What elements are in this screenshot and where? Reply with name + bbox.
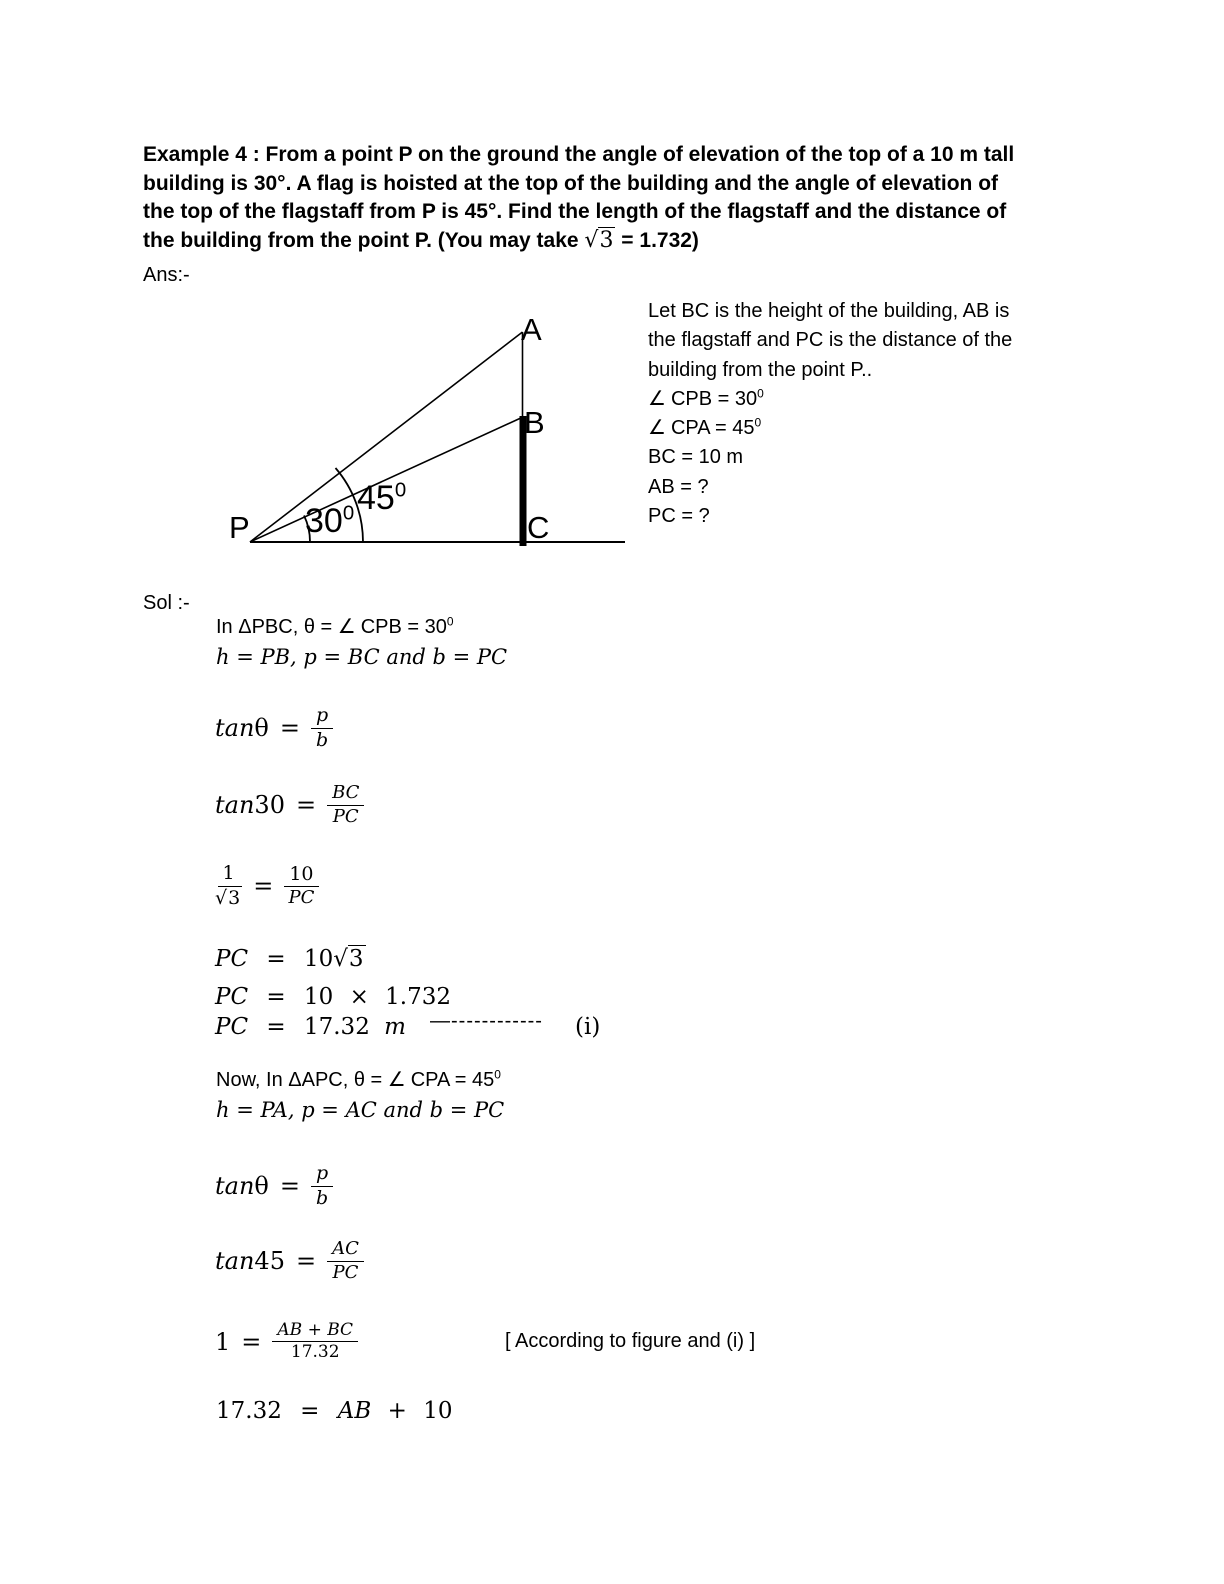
note-line-1: Let BC is the height of the building, AB is [648, 300, 1010, 322]
note-line-3: building from the point P.. [648, 358, 873, 381]
dashed-reference-line: —------------ [430, 1010, 543, 1032]
equation-one-over-sqrt3: $\frac{1}{√3}$ = $\frac{10}{PC}$ [215, 858, 319, 914]
sol-label: Sol :- [143, 592, 190, 614]
step2-intro: Now, In ΔAPC, θ = ∠ CPA = $45^0$ [216, 1067, 501, 1091]
angle-label-30: $30^0$ [305, 502, 355, 540]
angle-label-45: $45^0$ [357, 479, 407, 517]
given-note [648, 297, 1012, 531]
ans-label: Ans:- [143, 264, 190, 286]
according-note: [ According to figure and (i) ] [505, 1330, 756, 1352]
equation-pc-10-sqrt3: PC = 10√3 [215, 946, 364, 972]
equation-tan-45: tan 45 = $\frac{AC}{PC}$ [215, 1239, 364, 1283]
vertex-label-b: B [524, 405, 545, 440]
problem-line-1: Example 4 : From a point P on the ground the angle of elevation of the top of a 10 m tall [143, 143, 1015, 166]
angle-symbol: ∠ [648, 387, 666, 410]
sqrt-3-expression: √3 [333, 946, 364, 972]
angle-symbol: ∠ [337, 616, 356, 638]
triangle-diagram [220, 295, 650, 555]
radical-sign: √ [333, 946, 348, 972]
problem-line-4-text: the building from the point P. (You may take [143, 228, 585, 252]
angle-symbol: ∠ [648, 417, 666, 440]
fraction-p-over-b: $\frac{p}{b}$ [311, 1163, 333, 1209]
problem-statement [143, 141, 1014, 255]
step1-intro: In ΔPBC, θ = ∠ CPB = $30^0$ [216, 614, 454, 638]
given-angle-cpb: ∠ CPB = $30^0$ [648, 386, 764, 410]
step2-variables: h = PA, p = AC and b = PC [216, 1098, 505, 1122]
note-line-2: the flagstaff and PC is the distance of the [648, 329, 1013, 352]
fraction-p-over-b: $\frac{p}{b}$ [311, 705, 333, 751]
equation-tan-theta-2: tan θ = $\frac{p}{b}$ [215, 1164, 333, 1208]
equation-final: 17.32 = AB + 10 [216, 1398, 453, 1424]
given-angle-cpa: ∠ CPA = $45^0$ [648, 415, 762, 440]
radicand: 3 [599, 227, 614, 253]
vertex-label-c: C [527, 510, 550, 545]
equation-tan-theta-1: tan θ = $\frac{p}{b}$ [215, 706, 333, 750]
equation-tan-30: tan 30 = $\frac{BC}{PC}$ [215, 783, 364, 827]
vertex-label-a: A [521, 312, 542, 347]
given-bc: BC = 10 m [648, 446, 744, 469]
equation-pc-multiplied: PC = 10 × 1.732 [215, 984, 452, 1010]
fraction-ac-over-pc: $\frac{AC}{PC}$ [327, 1239, 364, 1282]
unknown-pc: PC = ? [648, 505, 710, 528]
fraction-1-over-sqrt3: $\frac{1}{√3}$ [215, 862, 241, 909]
fraction-bc-over-pc: $\frac{BC}{PC}$ [327, 783, 364, 826]
step1-variables: h = PB, p = BC and b = PC [216, 645, 508, 669]
equation-ref-i: (i) [575, 1014, 601, 1040]
fraction-10-over-pc: $\frac{10}{PC}$ [284, 864, 318, 908]
angle-symbol: ∠ [387, 1069, 406, 1091]
problem-line-3: the top of the flagstaff from P is 45°. Find the length of the flagstaff and the distance of [143, 200, 1007, 224]
equation-one-equals: 1 = $\frac{AB + BC}{17.32}$ [ According to figure and (i) ] [215, 1319, 756, 1362]
radical-sign: √ [584, 227, 599, 253]
fraction-ab-plus-bc: $\frac{AB + BC}{17.32}$ [272, 1321, 358, 1362]
equation-pc-result: PC = 17.32 m —------------ (i) [215, 1010, 601, 1040]
unknown-ab: AB = ? [648, 475, 709, 498]
vertex-label-p: P [229, 510, 250, 545]
problem-line-4-tail: = 1.732) [615, 228, 699, 252]
problem-line-2: building is 30°. A flag is hoisted at the top of the building and the angle of elevation of [143, 171, 999, 195]
sqrt-3-expression [584, 228, 615, 253]
radical-sign: √ [215, 886, 228, 909]
problem-line-4 [143, 227, 1014, 256]
